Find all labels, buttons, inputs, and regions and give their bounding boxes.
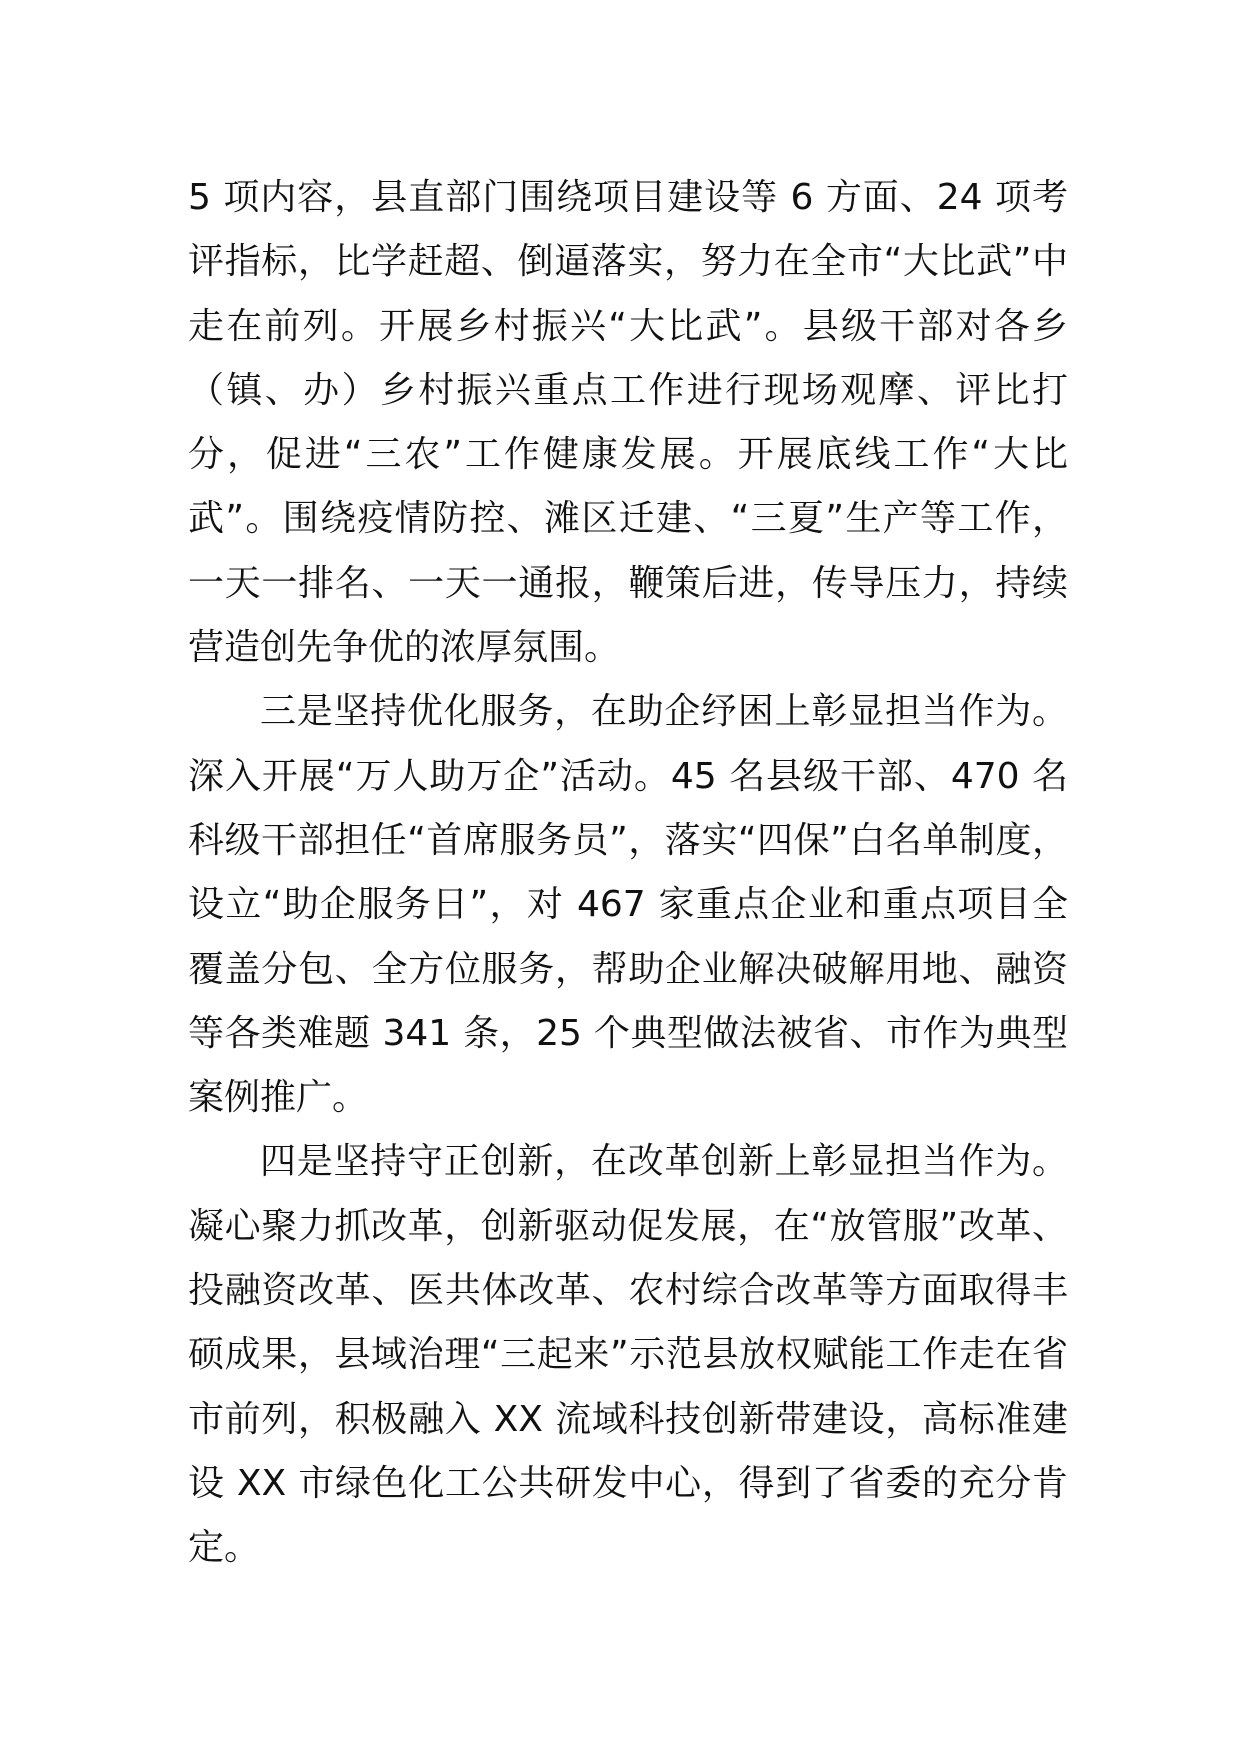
- paragraph-1: 5 项内容，县直部门围绕项目建设等 6 方面、24 项考评指标，比学赶超、倒逼落实，努力在全市“大比武”中走在前列。开展乡村振兴“大比武”。县级干部对各乡（镇、办）乡村振兴重点工作进行现场观摩、评比打分，促进“三农”工作健康发展。开展底线工作“大比武”。围绕疫情防控、滩区迁建、“三夏”生产等工作，一天一排名、一天一通报，鞭策后进，传导压力，持续营造创先争优的浓厚氛围。: [188, 177, 1068, 669]
- paragraph-2: 三是坚持优化服务，在助企纾困上彰显担当作为。深入开展“万人助万企”活动。45 名县级干部、470 名科级干部担任“首席服务员”，落实“四保”白名单制度，设立“助企服务日”，对 467 家重点企业和重点项目全覆盖分包、全方位服务，帮助企业解决破解用地、融资等各类难题 341 条，25 个典型做法被省、市作为典型案例推广。: [188, 691, 1068, 1119]
- paragraph-3: 四是坚持守正创新，在改革创新上彰显担当作为。凝心聚力抓改革，创新驱动促发展，在“放管服”改革、投融资改革、医共体改革、农村综合改革等方面取得丰硕成果，县域治理“三起来”示范县放权赋能工作走在省市前列，积极融入 XX 流域科技创新带建设，高标准建设 XX 市绿色化工公共研发中心，得到了省委的充分肯定。: [188, 1141, 1068, 1569]
- document-body: [188, 166, 1068, 1581]
